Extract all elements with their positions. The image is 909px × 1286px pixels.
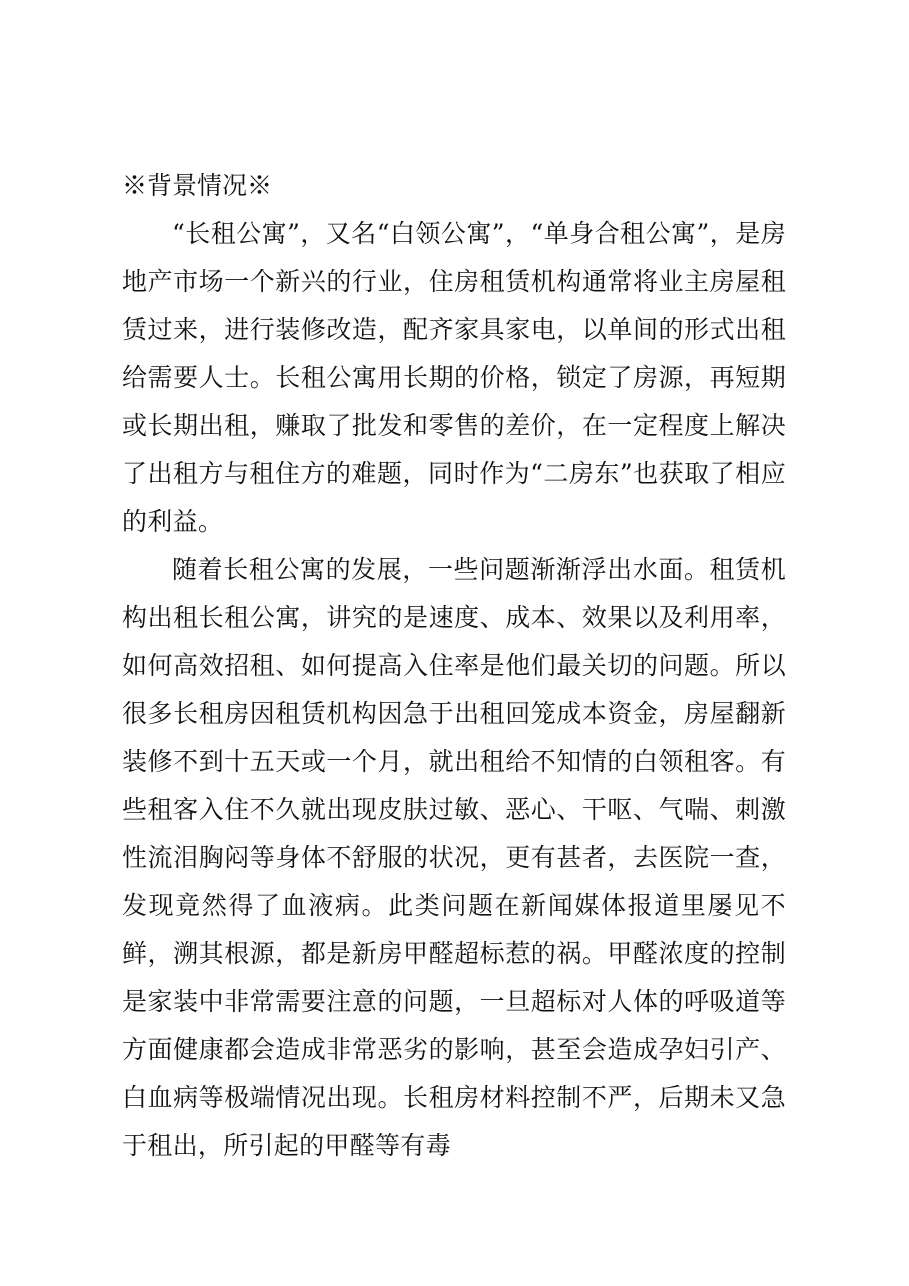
- section-heading: ※背景情况※: [122, 171, 273, 200]
- document-body: [122, 162, 786, 1170]
- paragraph-2: 随着长租公寓的发展，一些问题渐渐浮出水面。租赁机构出租长租公寓，讲究的是速度、成本、效果以及利用率，如何高效招租、如何提高入住率是他们最关切的问题。所以很多长租房因租赁机构因急于出租回笼成本资金，房屋翻新装修不到十五天或一个月，就出租给不知情的白领租客。有些租客入住不久就出现皮肤过敏、恶心、干呕、气喘、刺激性流泪胸闷等身体不舒服的状况，更有甚者，去医院一查，发现竟然得了血液病。此类问题在新闻媒体报道里屡见不鲜，溯其根源，都是新房甲醛超标惹的祸。甲醛浓度的控制是家装中非常需要注意的问题，一旦超标对人体的呼吸道等方面健康都会造成非常恶劣的影响，甚至会造成孕妇引产、白血病等极端情况出现。长租房材料控制不严，后期未又急于租出，所引起的甲醛等有毒: [122, 555, 786, 1160]
- paragraph-1: “长租公寓”，又名“白领公寓”，“单身合租公寓”，是房地产市场一个新兴的行业，住房租赁机构通常将业主房屋租赁过来，进行装修改造，配齐家具家电，以单间的形式出租给需要人士。长租公寓用长期的价格，锁定了房源，再短期或长期出租，赚取了批发和零售的差价，在一定程度上解决了出租方与租住方的难题，同时作为“二房东”也获取了相应的利益。: [122, 219, 786, 536]
